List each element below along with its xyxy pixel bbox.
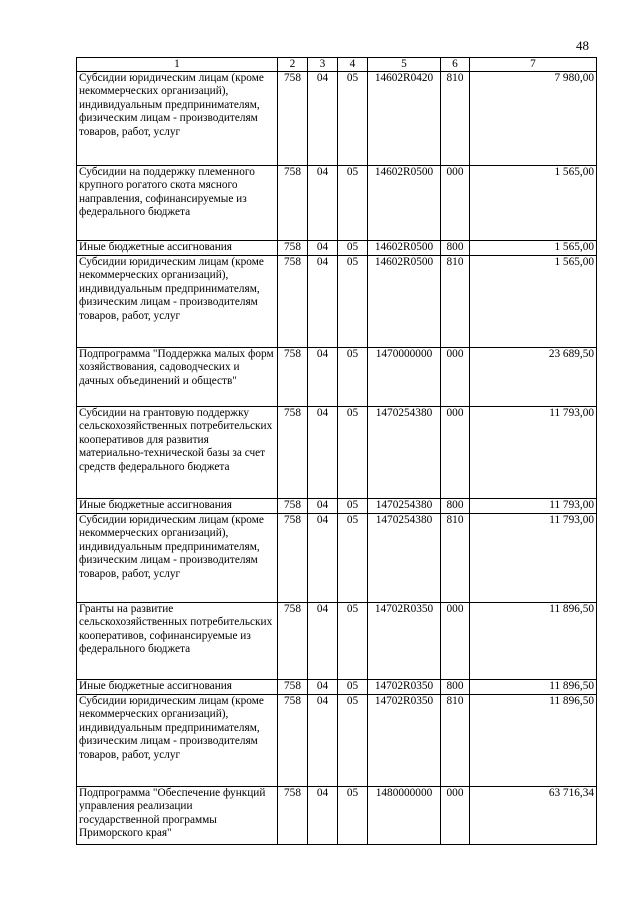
row-subsection-code: 05 <box>338 407 368 499</box>
row-amount: 1 565,00 <box>470 256 597 348</box>
row-ministry-code: 758 <box>278 514 308 603</box>
table-row <box>77 72 597 166</box>
table-row <box>77 680 597 695</box>
table-row <box>77 514 597 603</box>
row-amount: 1 565,00 <box>470 166 597 241</box>
row-section-code: 04 <box>308 787 338 845</box>
row-name: Гранты на развитие сельскохозяйственных потребительских кооперативов, софинансируемые из федерального бюджета <box>77 603 278 680</box>
row-expense-type: 800 <box>441 241 470 256</box>
row-subsection-code: 05 <box>338 787 368 845</box>
row-section-code: 04 <box>308 695 338 787</box>
row-section-code: 04 <box>308 348 338 407</box>
row-target-code: 14702R0350 <box>368 603 441 680</box>
row-section-code: 04 <box>308 256 338 348</box>
row-subsection-code: 05 <box>338 514 368 603</box>
table-row <box>77 241 597 256</box>
row-subsection-code: 05 <box>338 695 368 787</box>
row-amount: 11 793,00 <box>470 407 597 499</box>
row-section-code: 04 <box>308 72 338 166</box>
row-section-code: 04 <box>308 603 338 680</box>
row-subsection-code: 05 <box>338 166 368 241</box>
table-row <box>77 787 597 845</box>
column-header-6: 6 <box>441 58 470 72</box>
row-name: Подпрограмма "Поддержка малых форм хозяйствования, садоводческих и дачных объединений и обществ" <box>77 348 278 407</box>
row-expense-type: 810 <box>441 695 470 787</box>
row-name: Субсидии на грантовую поддержку сельскохозяйственных потребительских кооперативов для развития материально-технической базы за счет средств федерального бюджета <box>77 407 278 499</box>
row-expense-type: 800 <box>441 499 470 514</box>
table-row <box>77 348 597 407</box>
row-target-code: 1470254380 <box>368 514 441 603</box>
row-ministry-code: 758 <box>278 241 308 256</box>
row-expense-type: 000 <box>441 787 470 845</box>
row-expense-type: 000 <box>441 603 470 680</box>
row-target-code: 14702R0350 <box>368 695 441 787</box>
row-target-code: 14702R0350 <box>368 680 441 695</box>
header-row <box>77 58 597 72</box>
row-name: Субсидии юридическим лицам (кроме некоммерческих организаций), индивидуальным предпринимателям, физическим лицам - производителям товаров, работ, услуг <box>77 695 278 787</box>
row-target-code: 1480000000 <box>368 787 441 845</box>
page-number: 48 <box>576 38 589 53</box>
row-ministry-code: 758 <box>278 72 308 166</box>
row-target-code: 1470254380 <box>368 499 441 514</box>
row-expense-type: 810 <box>441 514 470 603</box>
column-header-5: 5 <box>368 58 441 72</box>
row-amount: 11 896,50 <box>470 603 597 680</box>
table-row <box>77 695 597 787</box>
row-expense-type: 800 <box>441 680 470 695</box>
row-section-code: 04 <box>308 680 338 695</box>
row-ministry-code: 758 <box>278 787 308 845</box>
row-name: Иные бюджетные ассигнования <box>77 499 278 514</box>
row-subsection-code: 05 <box>338 603 368 680</box>
row-subsection-code: 05 <box>338 256 368 348</box>
row-expense-type: 810 <box>441 72 470 166</box>
row-section-code: 04 <box>308 407 338 499</box>
row-expense-type: 000 <box>441 166 470 241</box>
row-section-code: 04 <box>308 166 338 241</box>
row-name: Субсидии юридическим лицам (кроме некоммерческих организаций), индивидуальным предпринимателям, физическим лицам - производителям товаров, работ, услуг <box>77 72 278 166</box>
row-section-code: 04 <box>308 514 338 603</box>
row-ministry-code: 758 <box>278 695 308 787</box>
row-subsection-code: 05 <box>338 241 368 256</box>
row-subsection-code: 05 <box>338 348 368 407</box>
row-target-code: 1470000000 <box>368 348 441 407</box>
row-expense-type: 810 <box>441 256 470 348</box>
row-expense-type: 000 <box>441 348 470 407</box>
row-amount: 11 896,50 <box>470 695 597 787</box>
table-row <box>77 407 597 499</box>
row-ministry-code: 758 <box>278 348 308 407</box>
column-header-2: 2 <box>278 58 308 72</box>
row-amount: 7 980,00 <box>470 72 597 166</box>
row-target-code: 14602R0500 <box>368 256 441 348</box>
row-section-code: 04 <box>308 241 338 256</box>
row-amount: 11 793,00 <box>470 499 597 514</box>
row-ministry-code: 758 <box>278 603 308 680</box>
row-name: Подпрограмма "Обеспечение функций управления реализации государственной программы Приморского края" <box>77 787 278 845</box>
row-ministry-code: 758 <box>278 680 308 695</box>
row-subsection-code: 05 <box>338 72 368 166</box>
row-name: Иные бюджетные ассигнования <box>77 680 278 695</box>
column-header-3: 3 <box>308 58 338 72</box>
row-subsection-code: 05 <box>338 680 368 695</box>
row-name: Субсидии юридическим лицам (кроме некоммерческих организаций), индивидуальным предпринимателям, физическим лицам - производителям товаров, работ, услуг <box>77 256 278 348</box>
row-amount: 1 565,00 <box>470 241 597 256</box>
row-target-code: 14602R0420 <box>368 72 441 166</box>
table-row <box>77 256 597 348</box>
row-amount: 63 716,34 <box>470 787 597 845</box>
table-row <box>77 166 597 241</box>
column-header-1: 1 <box>77 58 278 72</box>
row-target-code: 1470254380 <box>368 407 441 499</box>
column-header-7: 7 <box>470 58 597 72</box>
row-expense-type: 000 <box>441 407 470 499</box>
row-name: Иные бюджетные ассигнования <box>77 241 278 256</box>
row-subsection-code: 05 <box>338 499 368 514</box>
row-target-code: 14602R0500 <box>368 166 441 241</box>
row-amount: 11 896,50 <box>470 680 597 695</box>
table-row <box>77 603 597 680</box>
table-row <box>77 499 597 514</box>
row-amount: 23 689,50 <box>470 348 597 407</box>
row-ministry-code: 758 <box>278 166 308 241</box>
column-header-4: 4 <box>338 58 368 72</box>
row-name: Субсидии юридическим лицам (кроме некоммерческих организаций), индивидуальным предпринимателям, физическим лицам - производителям товаров, работ, услуг <box>77 514 278 603</box>
row-ministry-code: 758 <box>278 499 308 514</box>
row-ministry-code: 758 <box>278 407 308 499</box>
row-section-code: 04 <box>308 499 338 514</box>
row-name: Субсидии на поддержку племенного крупного рогатого скота мясного направления, софинансируемые из федерального бюджета <box>77 166 278 241</box>
budget-table <box>76 57 597 845</box>
row-amount: 11 793,00 <box>470 514 597 603</box>
row-ministry-code: 758 <box>278 256 308 348</box>
row-target-code: 14602R0500 <box>368 241 441 256</box>
